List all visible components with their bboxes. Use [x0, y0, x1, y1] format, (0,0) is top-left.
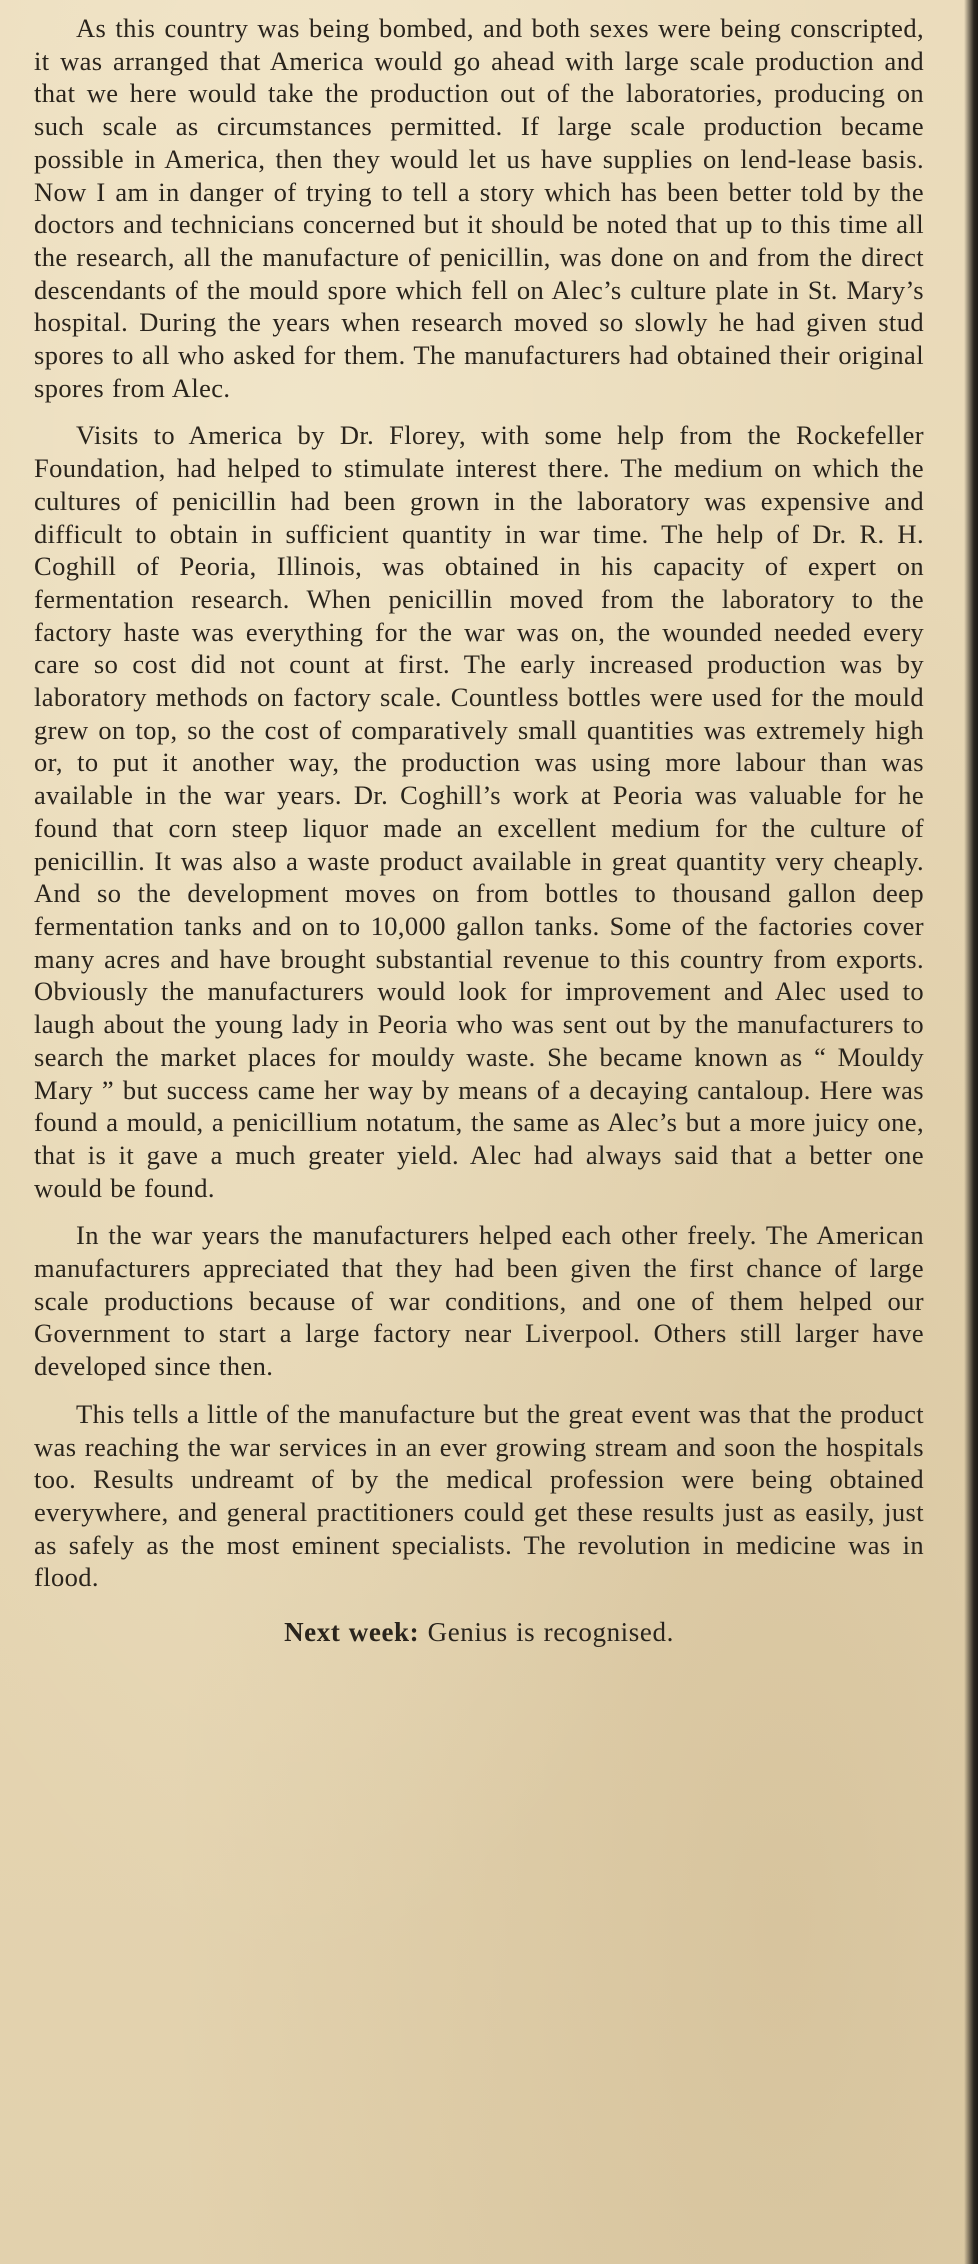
article-column [34, 12, 924, 1649]
article-paragraph-4: This tells a little of the manufacture but the great event was that the product was reaching the war services in an ever growing stream and soon the hospitals too. Results undreamt of by the medical profession were being obtained everywhere, and general practitioners could get these results just as easily, just as safely as the most eminent specialists. The revolution in medicine was in flood. [34, 1398, 924, 1593]
next-week-label: Next week: [284, 1617, 420, 1648]
next-week-title: Genius is recognised. [427, 1617, 674, 1648]
article-paragraph-2: Visits to America by Dr. Florey, with some help from the Rockefeller Foundation, had helped to stimulate interest there. The medium on which the cultures of penicillin had been grown in the laboratory was expensive and difficult to obtain in sufficient quantity in war time. The help of Dr. R. H. Coghill of Peoria, Illinois, was obtained in his capacity of expert on fermentation research. When penicillin moved from the laboratory to the factory haste was everything for the war was on, the wounded needed every care so cost did not count at first. The early increased production was by laboratory methods on factory scale. Countless bottles were used for the mould grew on top, so the cost of comparatively small quantities was extremely high or, to put it another way, the production was using more labour than was available in the war years. Dr. Coghill’s work at Peoria was valuable for he found that corn steep liquor made an excellent medium for the culture of penicillin. It was also a waste product available in great quantity very cheaply. And so the development moves on from bottles to thousand gallon deep fermentation tanks and on to 10,000 gallon tanks. Some of the factories cover many acres and have brought substantial revenue to this country from exports. Obviously the manufacturers would look for improvement and Alec used to laugh about the young lady in Peoria who was sent out by the manufacturers to search the market places for mouldy waste. She became known as “ Mouldy Mary ” but success came her way by means of a decaying cantaloup. Here was found a mould, a penicillium notatum, the same as Alec’s but a more juicy one, that is it gave a much greater yield. Alec had always said that a better one would be found. [34, 420, 924, 1203]
article-paragraph-1: As this country was being bombed, and both sexes were being conscripted, it was arranged that America would go ahead with large scale production and that we here would take the production out of the laboratories, producing on such scale as circumstances permitted. If large scale production became possible in America, then they would let us have supplies on lend-lease basis. Now I am in danger of trying to tell a story which has been better told by the doctors and technicians concerned but it should be noted that up to this time all the research, all the manufacture of penicillin, was done on and from the direct descendants of the mould spore which fell on Alec’s culture plate in St. Mary’s hospital. During the years when research moved so slowly he had given stud spores to all who asked for them. The manufacturers had obtained their original spores from Alec. [34, 13, 924, 403]
next-week-teaser [34, 1616, 924, 1649]
page-edge-shadow [964, 0, 978, 2264]
article-paragraph-3: In the war years the manufacturers helped each other freely. The American manufacturers appreciated that they had been given the first chance of large scale productions because of war conditions, and one of them helped our Government to start a large factory near Liverpool. Others still larger have developed since then. [34, 1220, 924, 1382]
